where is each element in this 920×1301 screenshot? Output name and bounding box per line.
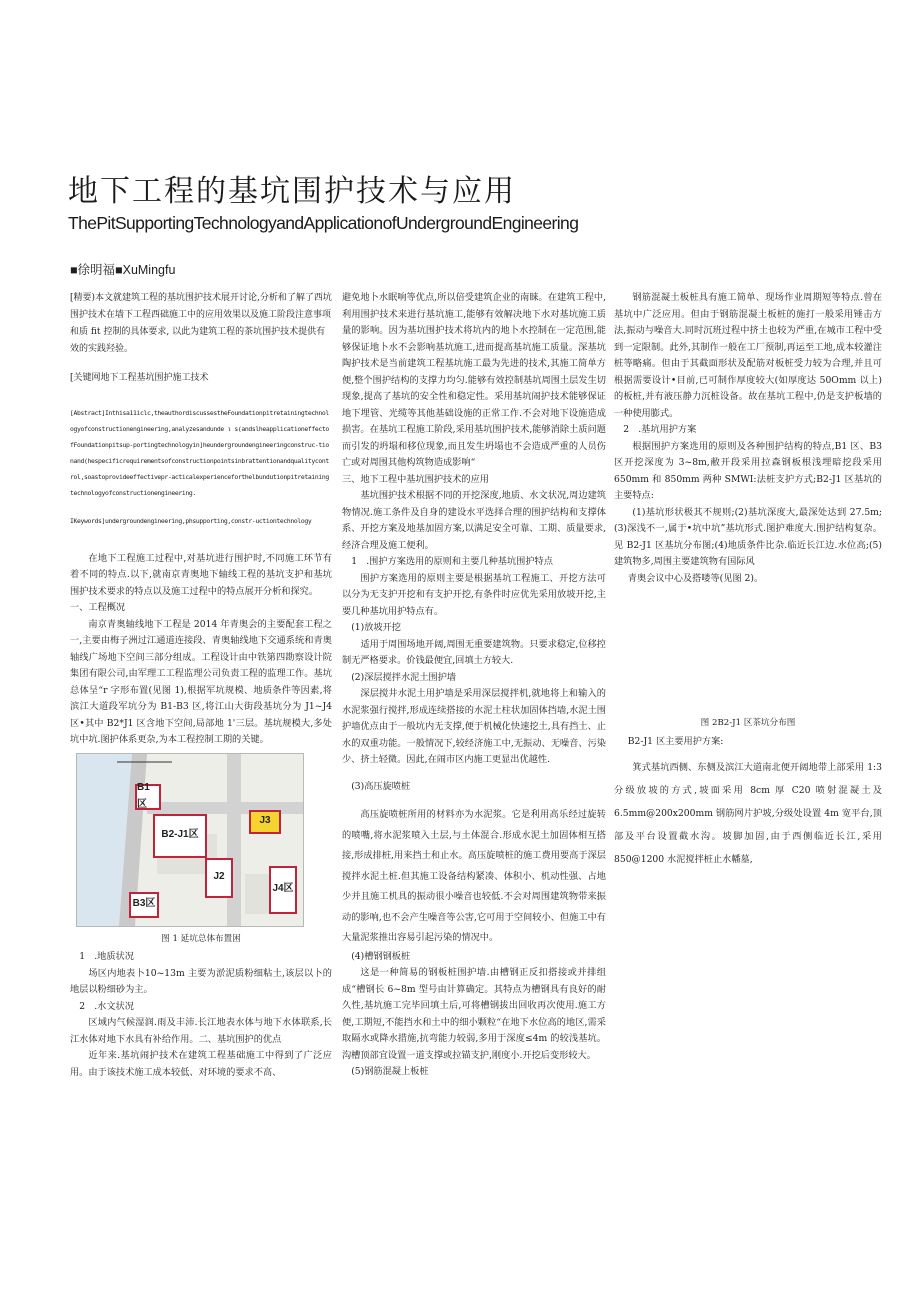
item-slope-excavation: (1)放坡开挖 xyxy=(351,622,401,633)
figure-2-reference: 青奥会议中心及搭喽等(见图 2)。 xyxy=(627,572,764,584)
geology-paragraph: 场区内地表卜10~13m 主要为淤泥质粉细粘土,该层以卜的地层以粉细砂为主。 xyxy=(70,967,332,995)
zone-j2: J2 xyxy=(205,858,233,898)
item-channel-steel-pile: (4)槽钢钢板桩 xyxy=(351,950,411,962)
cement-soil-wall-paragraph: 深层搅井水泥土用护墙是采用深层搅拌机,就地将上和输入的水泥浆强行搅拌,形成连续搭接的水泥土柱状加固体挡墙,水泥土围护墙优点由于一般坑内无支撑,便于机械化快速挖土,具有挡土、止水的双重功能。一般情况下,较经济施工中,无振动、无噪音、污染少、挤土轻微。因此,在闹市区内施工更显出优越性. xyxy=(342,688,606,765)
principles-paragraph: 围护方案选用的原则主要是根据基坑工程施工、开挖方法可以分为无支护开挖和有支护开挖,有条件时应优先采用放坡开挖,主要几种基坑用护特点有。 xyxy=(342,572,606,617)
zone-b1: B1区 xyxy=(135,784,161,810)
figure-1-site-layout xyxy=(76,753,304,927)
zone-j3: J3 xyxy=(249,810,281,834)
abstract-cn: [精要)本文就建筑工程的基坑围护技术展开讨论,分析和了解了西坑围护技术在墙下工程西础施工中的应用效果以及施工阶段注意事项和质 fit 控制的具体要求, 以此为建筑工程的茶坑围护技术提供有效的实践羟验。 xyxy=(70,293,332,354)
channel-steel-paragraph: 这是一种简易的钢板桩围护墙.由槽钢正反扣搭接或并排组成“槽钢长 6~8m 型号由计算确定。其特点为槽钢具有良好的耐久性,基坑施工完毕回填土后,可将槽钢拔出回收再次使用.施工方便,工期短,不能挡水和土中的细小颗粒“在地下水位高的地区,需采取隔水或降水措施,抗弯能力较弱,多用于深度≤4m 的较浅基坑。沟槽顶部宜设置一道支撑或拉锚支护,刚度小.开挖后变形较大。 xyxy=(342,967,606,1061)
keywords-en: IKeywords]undergroundengineering,phsupporting,constr-uctiontechnology xyxy=(70,516,312,525)
intro-paragraph: 在地下工程施工过程中,对基坑进行围护时,不同施工环节有着不同的特点.以下,就南京青奥地下轴线工程的基坑支护和基坑围护技术要求的特点以及施工过程中的特点展开分析和探究。 xyxy=(70,552,332,597)
jet-grouting-paragraph: 高压旋喷桩所用的材料亦为水泥浆。它是利用高乐经过旋转的喷嘴,将水泥浆喷入土层,与土体混合.形成水泥土加固体相互搭接,形成排桩,用来挡土和止水。高压旋喷桩的施工费用要高于深层搅拌水泥土桩.但其施工设备结构紧凑、体积小、机动性强、占地少并且施工机具的振动很小噪音也较低.不会对周围建筑物带来振动的影响,也不会产生噪音等公害,它可用于空间较小、但施工中有大量泥浆推出容易引起污染的情况中。 xyxy=(342,809,606,943)
column-2 xyxy=(342,290,606,1081)
b2-j1-scheme-heading: B2-J1 区主要用护方案: xyxy=(627,735,724,747)
section-heading-application: 三、地下工程中基坑围护技术的应用 xyxy=(342,473,489,485)
column-1 xyxy=(70,290,332,1081)
item-cement-soil-wall: (2)深层搅拌水泥土围护墙 xyxy=(351,671,457,683)
overview-paragraph: 南京青奥轴线地下工程是 2014 年青奥会的主要配套工程之一,主要由梅子洲过江通道连接段、青奥轴线地下交通系统和青奥轴线广场地下空间三部分组成。工程设计由中铁第四勘察设计院集团有限公司,由军理工工程监理公司负责工程的监理工作。基坑总体呈“r 字形布置(见图 1),根据军坑规模、地质条件等因素,将滨江大道段军坑分为 B1-B3 区,将江山大街段基坑分为 J1~J4 区•其中 B2*J1 区含地下空间,局部地 1'三层。基坑规模大,多处坑中坑.图护体系更杂,为本工程控制工期的关键。 xyxy=(70,618,332,745)
figure-1-caption: 图 1 延坑总体布置困 xyxy=(161,933,241,944)
item-concrete-sheet-pile: (5)钢筋混凝上板桩 xyxy=(351,1066,429,1077)
b2-j1-scheme-paragraph: 箕式基坑西侧、东侧及滨江大道南北便开阔地带上部采用 1:3 分级放坡的方式,坡面采用 8cm 厚 C20 喷射混凝土及 6.5mm@200x200mm 钢筋网片护坡,分级处设置 4m 宽平台,顶部及平台设置截水沟。坡脚加固,由于西侧临近长江,采用 850@1200 水泥搅拌桩止水幡墓, xyxy=(614,762,882,865)
application-paragraph: 基坑围护技术根据不同的开挖深度,地质、水文状况,周边建筑物情况.施工条件及自身的建设水平选择合理的围护结构和支撑体系、开挖方案及地基加固方案,以满足安全可靠、工期、质量要求,经济合理及施工便利。 xyxy=(342,490,606,551)
subsection-hydrology: 2 .水文状况 xyxy=(79,1000,134,1012)
scheme-paragraph: 根据围护方案选用的原则及各种围护结构的特点,B1 区、B3 区开挖深度为 3~8m,敝开段采用拉森钢板根浅埋暗挖段采用 650mm 和 850mm 两种 SMWI:法桩支护方式;B2-J1 区基坑的主要特点: xyxy=(614,440,882,501)
figure-2-caption: 图 2B2-J1 区茶坑分布图 xyxy=(700,718,796,728)
paper-title-en: ThePitSupportingTechnologyandApplicationofUndergroundEngineering xyxy=(68,213,579,233)
item-jet-grouting-pile: (3)高压旋喷桩 xyxy=(351,780,411,792)
column-3 xyxy=(614,290,882,871)
subsection-principles: 1 .围护方案选用的原则和主要几种基坑围护特点 xyxy=(351,556,553,567)
hydrology-paragraph: 区域内气候湿润.雨及丰沛.长江地表水体与地下水体联系,长江水体对地下水具有补给作用。二、基坑围护的优点 xyxy=(70,1017,332,1045)
subsection-geology: 1 .地质状况 xyxy=(79,951,134,962)
paper-title-cn: 地下工程的基坑围护技术与应用 xyxy=(68,174,516,209)
slope-excavation-paragraph: 适用于周围场地开阔,周围无重要建筑物。只要求稳定,位移控制无严格要求。价钱最便宜,回填土方较大. xyxy=(342,638,606,666)
subsection-scheme: 2 .基坑用护方案 xyxy=(623,424,697,435)
advantages-continued: 避免地卜水眠响等优点,所以倍受建筑企业的南睐。在建筑工程中,利用围护技术来进行基坑施工,能够有效解决地下水对基坑施工质量的影响。因为基坑围护技术将坑内的地卜水控制在一定范围,能够保证地卜水不会影响基坑施工,进而提高基坑施工质量。深基坑陶护技术是当前建筑工程基坑施工最为先进的技术,其施工简单方便,整个围护结构的支撑力均匀.能够有效控制基坑周围土层发生切现象,提高了基坑的安全性和稳定性。采用基坑闹护技术能够保证地下埋管、光缆等其他基础设施的正常工作.不会对地下设施造成损害。在基坑工程施工阶段,采用基坑围护技术,能够消除土质问题而引发的坍塌和移位现象,而且发生坍塌也不会造成严重的人员伤亡或对周围其他构筑物造成影响“ xyxy=(342,292,606,468)
advantages-paragraph: 近年来.基坑闹护技术在建筑工程基础施工中得到了广泛应用。由于该技术施工成本较低、对环境的要求不高、 xyxy=(70,1050,332,1078)
abstract-en: [Abstract]Inthisa11iclc,theauthordiscussestheFoundationpitretainingtechnologyofconstructionengineering,analyzesandunde ι s(andslheapplicationeffectofFoundationpitsup-portingtechnologyin]heundergroundengineeringconstruc-tionand(hespecificrequirementsofconstructionpointsinbrattentionandqualitycontrol,soastoprovideeffectivepr-acticalexperienceforthelbundutionpitretainingtechnologyofconstructionengineering. xyxy=(70,408,329,497)
b2-j1-features-paragraph: (1)基坑形状极其不规则;(2)基坑深度大,最深处达到 27.5m;(3)深浅不一,属于•坑中坑”基坑形式.图护难度大.围护结构复杂。见 B2-J1 区基坑分布图;(4)地质条件比杂.临近长江边.水位高;(5)建筑物多,周围主要建筑物有国际风 xyxy=(614,506,882,567)
zone-b3: B3区 xyxy=(129,892,159,918)
author: ■徐明福■XuMingfu xyxy=(70,263,176,277)
zone-b2-j1: B2-J1区 xyxy=(153,814,207,858)
section-heading-overview: 一、工程概况 xyxy=(70,602,126,613)
keywords-cn: [关键网地下工程基坑围护施工技术 xyxy=(70,373,209,383)
concrete-pile-paragraph: 钢筋混凝土板桩具有施工简单、现场作业周期短等特点.曾在基坑中广泛应用。但由于钢筋混凝土板桩的施打一般采用锤击方法,振动与噪音大.同时沉班过程中挤土也较为严重,在城市工程中受到一定限制。此外,其制作一般在工厂预制,再运至工地,成本较灌注桩等略痛。但由于其截面形状及配筋对板桩受力较为合理,并且可根据需要设计•目前,已可制作厚度较大(如厚度达 50Omm 以上)的板桩,并有液压静力沉桩设备。故在基坑工程中,仍是支护板墙的一种使用膨式。 xyxy=(614,292,882,419)
figure-2-area xyxy=(614,587,882,715)
zone-j4: J4区 xyxy=(269,866,297,914)
